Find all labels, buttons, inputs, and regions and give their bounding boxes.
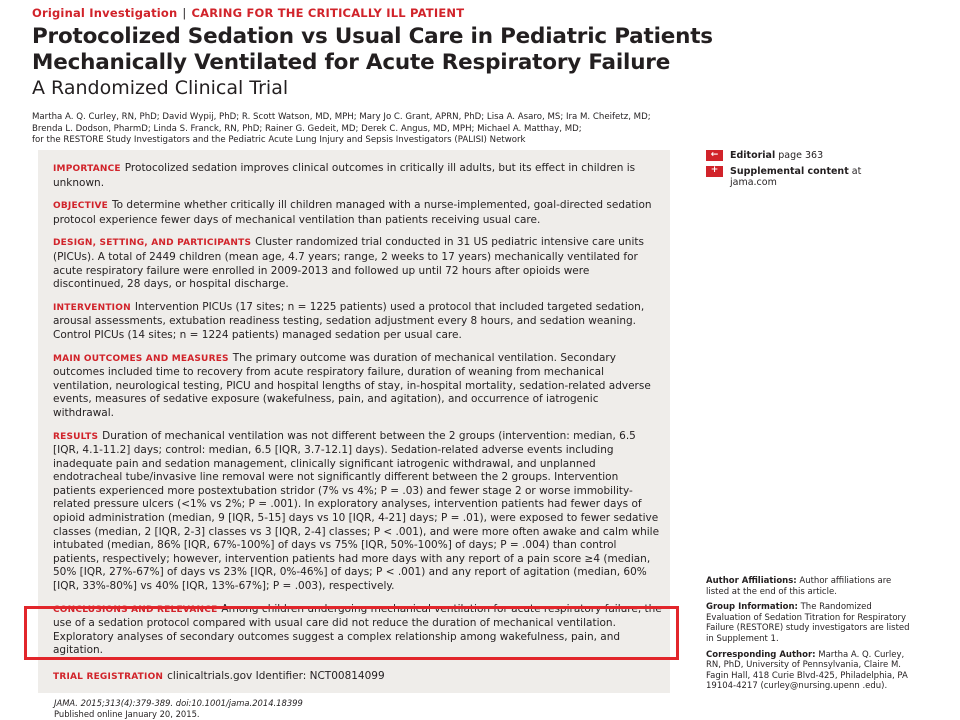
results-section [53, 430, 662, 594]
citation-line-1: JAMA. 2015;313(4):379-389. doi:10.1001/jama.2014.18399 [54, 698, 303, 708]
intervention-label: INTERVENTION [53, 302, 131, 313]
importance-label: IMPORTANCE [53, 164, 121, 174]
corr-text: Martha A. Q. Curley, RN, PhD, University of Pennsylvania, Claire M. Fagin Hall, 418 Curie Blvd-425, Philadelphia, PA 19104-4217 (curley@nursing.upenn .edu). [706, 649, 908, 692]
affil-text: Author affiliations are listed at the end of this article. [706, 576, 892, 597]
group-information [706, 602, 912, 644]
design-text: Cluster randomized trial conducted in 31 US pediatric intensive care units (PICUs). A total of 2449 children (mean age, 4.7 years; range, 2 weeks to 17 years) mechanically ventilated for acute respiratory failure were enrolled in 2009-2013 and followed up until 72 hours after opioids were discontinued, 28 days, or hospital discharge. [53, 236, 644, 291]
affil-label: Author Affiliations: [706, 576, 797, 586]
results-label: RESULTS [53, 431, 99, 442]
plus-icon: + [706, 166, 723, 177]
article-header [32, 6, 932, 147]
registration-text: clinicaltrials.gov Identifier: NCT00814099 [167, 670, 385, 682]
conclusions-label: CONCLUSIONS AND RELEVANCE [53, 604, 218, 615]
authors-line-2: Brenda L. Dodson, PharmD; Linda S. Franck, RN, PhD; Rainer G. Gedeit, MD; Derek C. Angus, MD, MPH; Michael A. Matthay, MD; [32, 123, 582, 134]
authors-line-3: for the RESTORE Study Investigators and the Pediatric Acute Lung Injury and Sepsis Investigators (PALISI) Network [32, 135, 526, 145]
objective-section [53, 199, 662, 227]
citation-line-2: Published online January 20, 2015. [54, 708, 200, 719]
conclusions-highlight-box [24, 606, 679, 660]
author-affiliations [706, 576, 912, 597]
outcomes-label: MAIN OUTCOMES AND MEASURES [53, 353, 229, 364]
editorial-bold: Editorial [730, 150, 776, 161]
intervention-section [53, 301, 662, 343]
registration-section [53, 670, 662, 685]
corr-label: Corresponding Author: [706, 649, 816, 660]
group-text: The Randomized Evaluation of Sedation Titration for Respiratory Failure (RESTORE) study investigators are listed in Supplement 1. [706, 602, 910, 644]
sidebar-info [706, 576, 912, 697]
editorial-rest: page 363 [778, 150, 824, 161]
conclusions-text: Among children undergoing mechanical ventilation for acute respiratory failure, the use of a sedation protocol compared with usual care did not reduce the duration of mechanical ventilation. Exploratory analyses of secondary outcomes suggest a complex relationship among wakefulness, pain, and agitation. [53, 602, 662, 657]
supplemental-bold: Supplemental content [730, 165, 849, 177]
registration-label: TRIAL REGISTRATION [53, 672, 164, 682]
editorial-link[interactable] [706, 150, 906, 162]
design-label: DESIGN, SETTING, AND PARTICIPANTS [53, 238, 252, 249]
outcomes-text: The primary outcome was duration of mechanical ventilation. Secondary outcomes included time to recovery from acute respiratory failure, duration of weaning from mechanical ventilation, neurological testing, PICU and hospital lengths of stay, in-hospital mortality, sedation-related adverse events, measures of sedative exposure (wakefulness, pain, and agitation), and occurrence of iatrogenic withdrawal. [53, 351, 651, 419]
corresponding-author [706, 650, 912, 692]
intervention-text: Intervention PICUs (17 sites; n = 1225 patients) used a protocol that included targeted sedation, arousal assessments, extubation readiness testing, sedation adjustment every 8 hours, and sedation weaning. Control PICUs (14 sites; n = 1224 patients) managed sedation per usual care. [53, 300, 645, 341]
outcomes-section [53, 352, 662, 421]
citation-block [54, 698, 303, 719]
supplemental-rest: at jama.com [730, 165, 862, 188]
objective-text: To determine whether critically ill children managed with a nurse-implemented, goal-directed sedation protocol experience fewer days of mechanical ventilation than patients receiving usual care. [53, 199, 652, 226]
author-list [32, 112, 932, 147]
arrow-left-icon: ← [706, 150, 723, 161]
article-title [32, 24, 932, 76]
importance-section [53, 162, 662, 190]
series-name: CARING FOR THE CRITICALLY ILL PATIENT [191, 6, 465, 20]
article-subtitle: A Randomized Clinical Trial [32, 77, 289, 99]
title-line-2: Mechanically Ventilated for Acute Respiratory Failure [32, 50, 671, 75]
objective-label: OBJECTIVE [53, 201, 109, 212]
title-line-1: Protocolized Sedation vs Usual Care in Pediatric Patients [32, 24, 713, 49]
supplemental-link[interactable] [706, 166, 906, 189]
article-type: Original Investigation [32, 6, 178, 20]
sidebar-links [706, 150, 906, 193]
design-section [53, 236, 662, 291]
results-text: Duration of mechanical ventilation was not different between the 2 groups (intervention: median, 6.5 [IQR, 4.1-11.2] days; control: median, 6.5 [IQR, 3.7-12.1] days). Sedation-related adverse events including inadequate pain and sedation management, clinically significant iatrogenic withdrawal, and unplanned endotracheal tube/invasive line removal were not significantly different between the 2 groups. Intervention patients experienced more postextubation stridor (7% vs 4%; P = .03) and fewer stage 2 or worse immobility-related pressure ulcers (<1% vs 2%; P = .001). In exploratory analyses, intervention patients had fewer days of opioid administration (median, 9 [IQR, 5-15] days vs 10 [IQR, 4-21] days; P = .01), were exposed to fewer sedative classes (median, 2 [IQR, 2-3] classes vs 3 [IQR, 2-4] classes; P < .001), and were more often awake and calm while intubated (median, 86% [IQR, 67%-100%] of days vs 75% [IQR, 50%-100%] of days; P = .004) than control patients, respectively; however, intervention patients had more days with any report of a pain score ≥4 (median, 50% [IQR, 27%-67%] of days vs 23% [IQR, 0%-46%] of days; P < .001) and any report of agitation (median, 60% [IQR, 33%-80%] vs 40% [IQR, 13%-67%]; P = .003), respectively. [53, 429, 660, 593]
kicker-separator: | [182, 6, 187, 20]
importance-text: Protocolized sedation improves clinical outcomes in critically ill adults, but its effect in children is unknown. [53, 162, 636, 189]
group-label: Group Information: [706, 602, 798, 613]
authors-line-1: Martha A. Q. Curley, RN, PhD; David Wypij, PhD; R. Scott Watson, MD, MPH; Mary Jo C. Grant, APRN, PhD; Lisa A. Asaro, MS; Ira M. Cheifetz, MD; [32, 112, 651, 122]
section-kicker [32, 6, 932, 20]
